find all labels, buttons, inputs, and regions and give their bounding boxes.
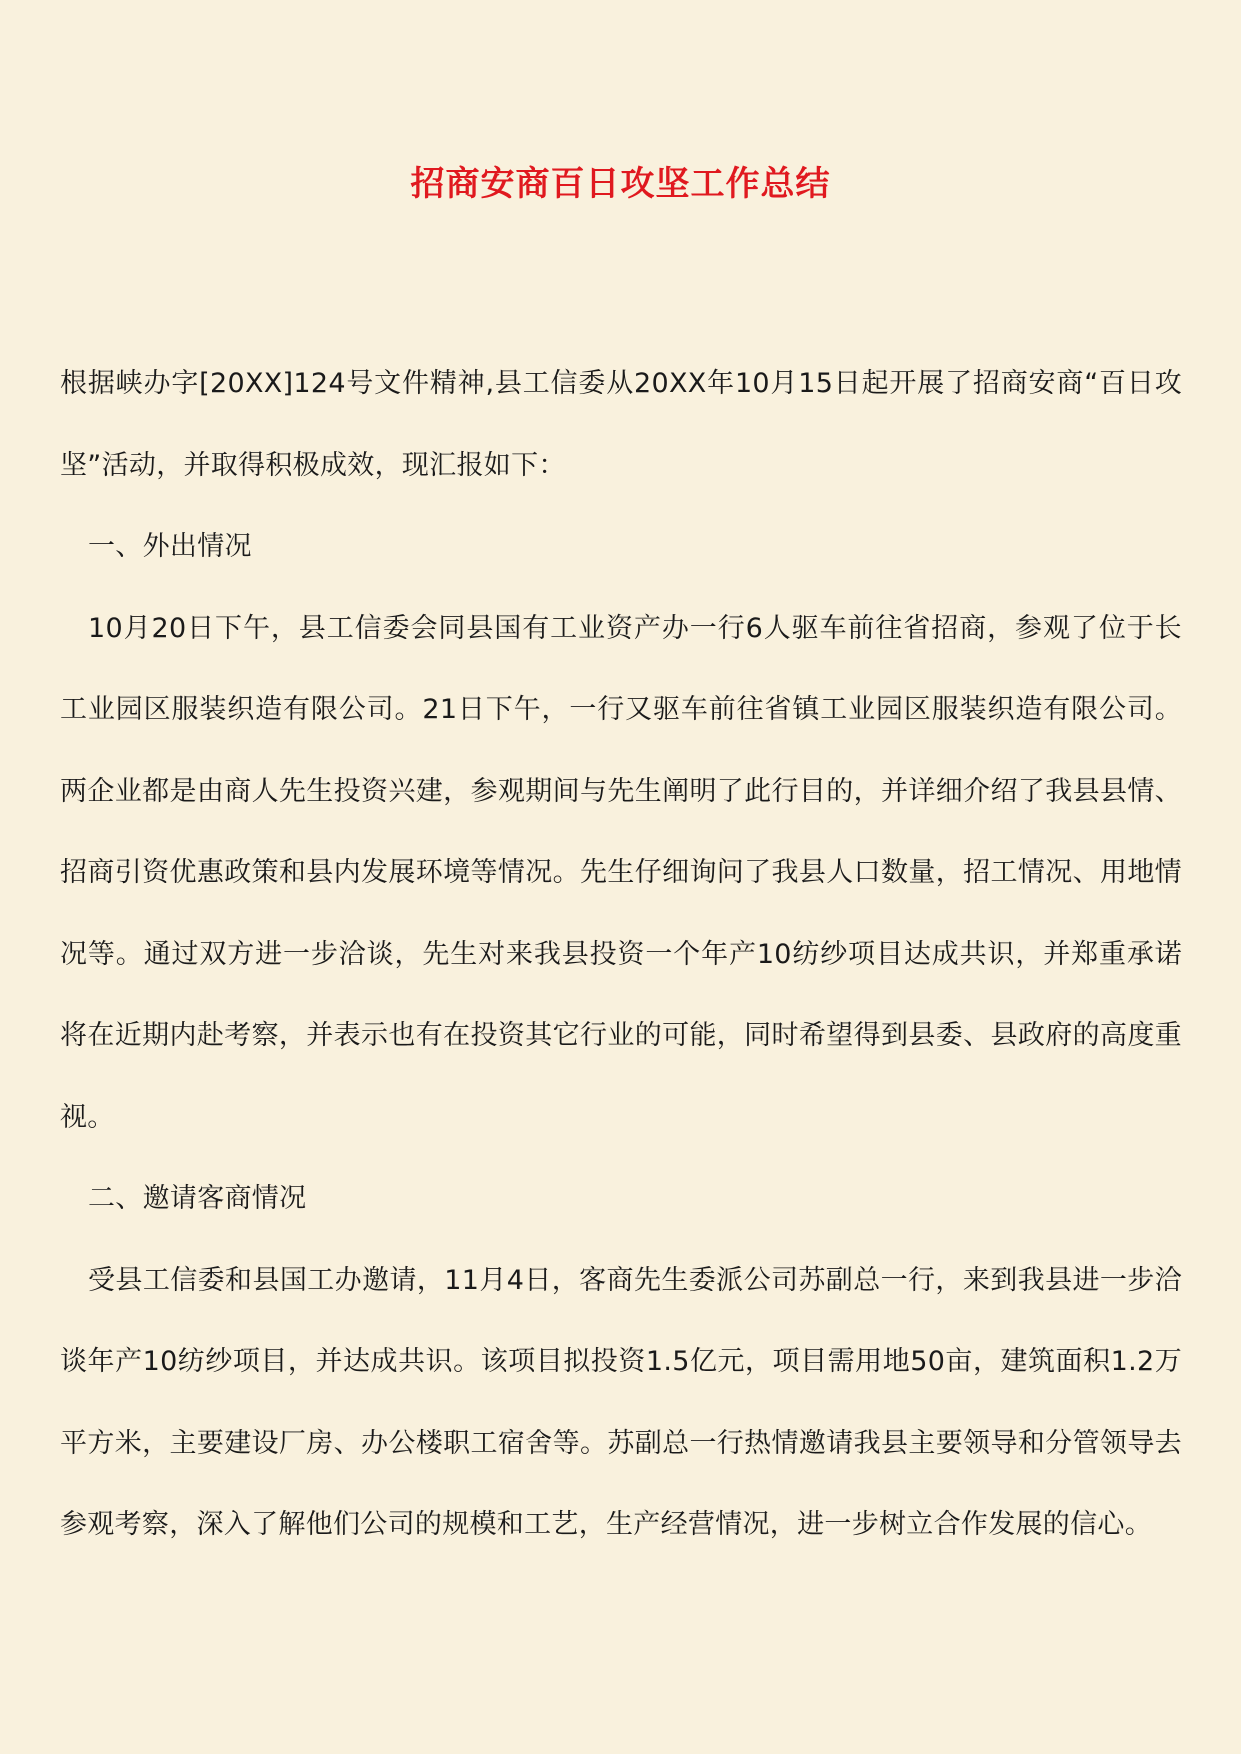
- outing-paragraph: 10月20日下午，县工信委会同县国有工业资产办一行6人驱车前往省招商，参观了位于长工业园区服装织造有限公司。21日下午，一行又驱车前往省镇工业园区服装织造有限公司。两企业都是由商人先生投资兴建，参观期间与先生阐明了此行目的，并详细介绍了我县县情、招商引资优惠政策和县内发展环境等情况。先生仔细询问了我县人口数量，招工情况、用地情况等。通过双方进一步洽谈，先生对来我县投资一个年产10纺纱项目达成共识，并郑重承诺将在近期内赴考察，并表示也有在投资其它行业的可能，同时希望得到县委、县政府的高度重视。: [60, 612, 1182, 1133]
- section-heading-invitation: 二、邀请客商情况: [88, 1183, 307, 1214]
- invitation-paragraph: 受县工信委和县国工办邀请，11月4日，客商先生委派公司苏副总一行，来到我县进一步洽谈年产10纺纱项目，并达成共识。该项目拟投资1.5亿元，项目需用地50亩，建筑面积1.2万平方米，主要建设厂房、办公楼职工宿舍等。苏副总一行热情邀请我县主要领导和分管领导去参观考察，深入了解他们公司的规模和工艺，生产经营情况，进一步树立合作发展的信心。: [60, 1264, 1182, 1540]
- document-title: 招商安商百日攻坚工作总结: [410, 164, 831, 204]
- intro-paragraph: 根据峡办字[20XX]124号文件精神,县工信委从20XX年10月15日起开展了招商安商“百日攻坚”活动，并取得积极成效，现汇报如下：: [60, 368, 1182, 481]
- document-body: [60, 343, 1182, 1566]
- section-heading-outing: 一、外出情况: [88, 531, 252, 562]
